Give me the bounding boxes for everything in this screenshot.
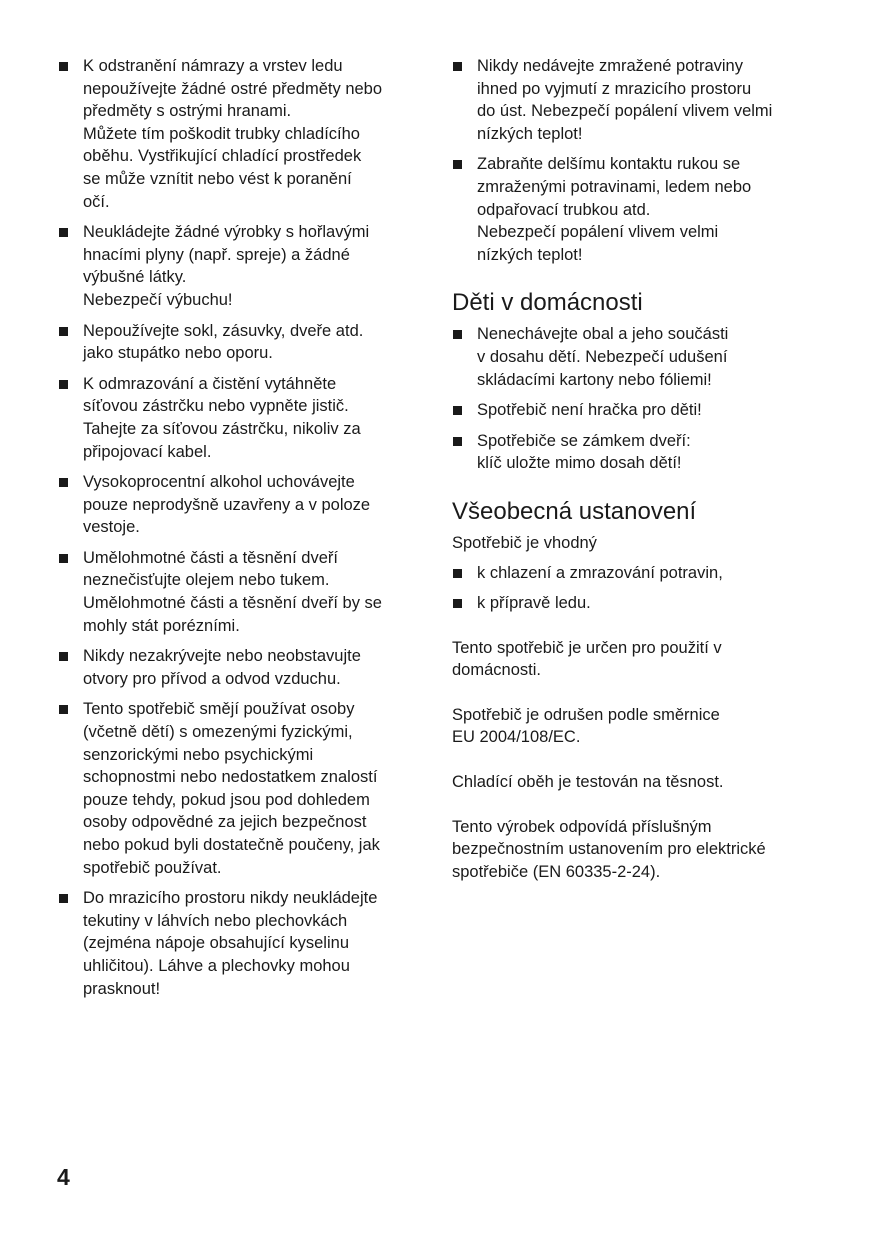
square-bullet-icon [59,894,68,903]
square-bullet-icon [59,478,68,487]
page-number: 4 [57,1164,70,1190]
section-intro: Spotřebič je vhodný [452,533,597,552]
list-item: Vysokoprocentní alkohol uchovávejte pouze neprodyšně uzavřeny a v poloze vestoje. [58,471,430,539]
square-bullet-icon [453,569,462,578]
paragraph: Tento spotřebič je určen pro použití v domácnosti. [452,638,722,680]
paragraph: Spotřebič je odrušen podle směrnice EU 2004/108/EC. [452,705,720,747]
list-item: k přípravě ledu. [452,592,824,615]
list-item: K odmrazování a čistění vytáhněte síťovou zástrčku nebo vypněte jistič. Tahejte za síťovou zástrčku, nikoliv za připojovací kabel. [58,373,430,463]
list-item: Umělohmotné části a těsnění dveří neznečisťujte olejem nebo tukem. Umělohmotné části a těsnění dveří by se mohly stát porézními. [58,547,430,637]
square-bullet-icon [453,160,462,169]
square-bullet-icon [59,380,68,389]
square-bullet-icon [453,437,462,446]
square-bullet-icon [59,228,68,237]
square-bullet-icon [453,62,462,71]
list-item: Tento spotřebič smějí používat osoby (včetně dětí) s omezenými fyzickými, senzorickými nebo psychickými schopnostmi nebo nedostatkem znalostí pouze tehdy, pokud jsou pod dohledem osoby odpovědné za jejich bezpečnost nebo pokud byli dostatečně poučeny, jak spotřebič používat. [58,698,430,879]
square-bullet-icon [59,327,68,336]
square-bullet-icon [59,652,68,661]
list-item: Zabraňte delšímu kontaktu rukou se zmraženými potravinami, ledem nebo odpařovací trubkou atd. Nebezpečí popálení vlivem velmi nízkých teplot! [452,153,824,266]
square-bullet-icon [59,705,68,714]
list-item: Spotřebič není hračka pro děti! [452,399,824,422]
list-item: Nepoužívejte sokl, zásuvky, dveře atd. jako stupátko nebo oporu. [58,320,430,365]
list-item: Spotřebiče se zámkem dveří: klíč uložte mimo dosah dětí! [452,430,824,475]
list-item: Nikdy nedávejte zmražené potraviny ihned po vyjmutí z mrazicího prostoru do úst. Nebezpečí popálení vlivem velmi nízkých teplot! [452,55,824,145]
list-item: k chlazení a zmrazování potravin, [452,562,824,585]
right-column [452,55,824,883]
square-bullet-icon [59,62,68,71]
list-item: Do mrazicího prostoru nikdy neukládejte tekutiny v láhvích nebo plechovkách (zejména nápoje obsahující kyselinu uhličitou). Láhve a plechovky mohou prasknout! [58,887,430,1000]
list-item: Nenechávejte obal a jeho součásti v dosahu dětí. Nebezpečí udušení skládacími kartony nebo fóliemi! [452,323,824,391]
section-heading-children: Děti v domácnosti [452,289,643,317]
paragraph: Tento výrobek odpovídá příslušným bezpečnostním ustanovením pro elektrické spotřebiče (EN 60335-2-24). [452,817,766,881]
square-bullet-icon [453,330,462,339]
square-bullet-icon [453,406,462,415]
left-column [58,55,430,1008]
square-bullet-icon [453,599,462,608]
list-item: Neukládejte žádné výrobky s hořlavými hnacími plyny (např. spreje) a žádné výbušné látky. Nebezpečí výbuchu! [58,221,430,311]
section-heading-general: Všeobecná ustanovení [452,497,697,525]
list-item: K odstranění námrazy a vrstev ledu nepoužívejte žádné ostré předměty nebo předměty s ostrými hranami. Můžete tím poškodit trubky chladícího oběhu. Vystřikující chladící prostředek se může vznítit nebo vést k poranění očí. [58,55,430,213]
square-bullet-icon [59,554,68,563]
list-item: Nikdy nezakrývejte nebo neobstavujte otvory pro přívod a odvod vzduchu. [58,645,430,690]
paragraph: Chladící oběh je testován na těsnost. [452,773,724,792]
